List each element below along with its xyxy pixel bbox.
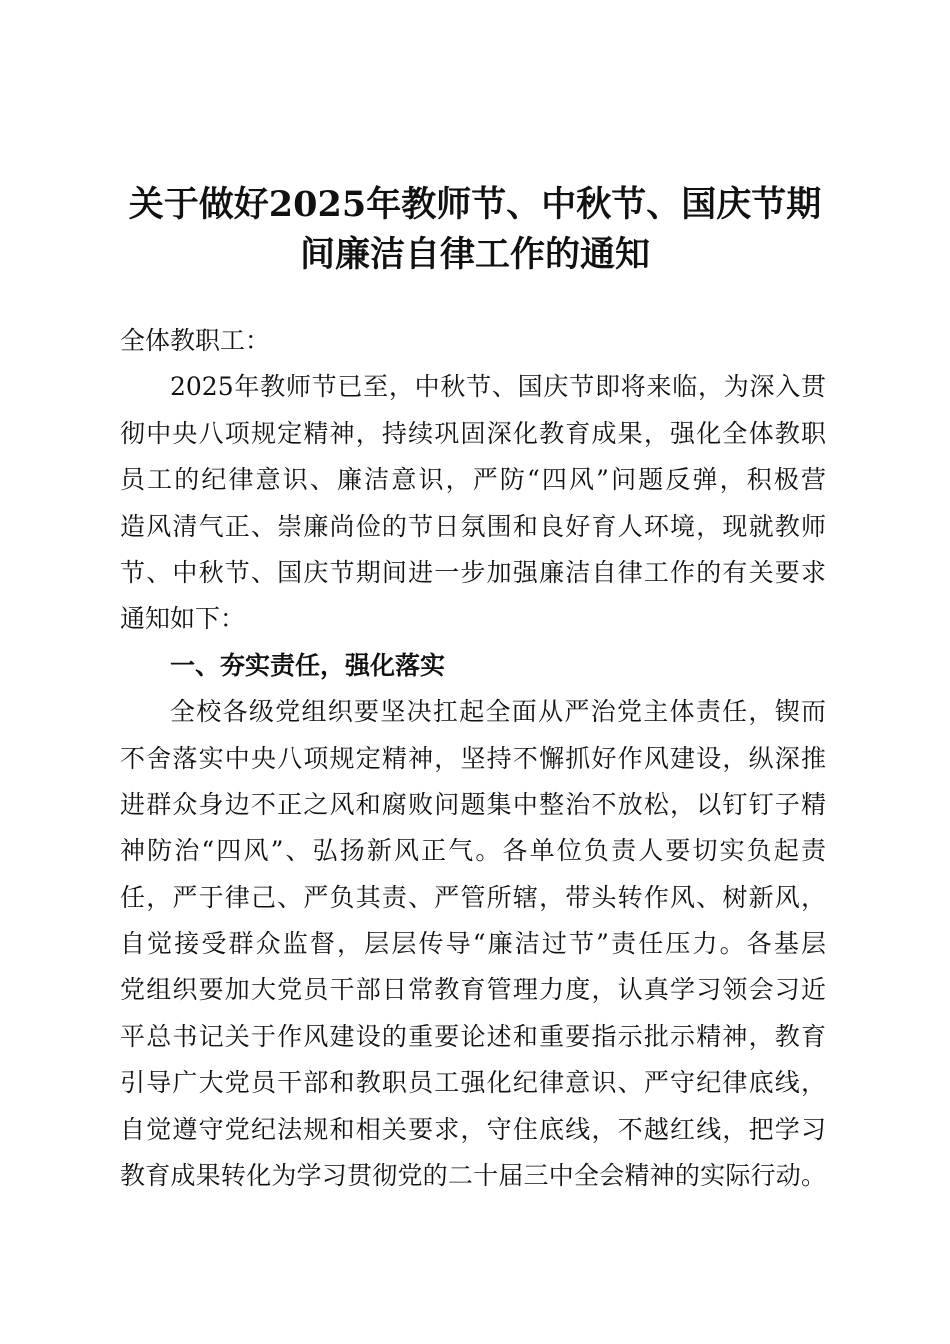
title-line-1: 关于做好2025年教师节、中秋节、国庆节期: [128, 184, 822, 225]
intro-line-1: 2025年教师节已至，中秋节、国庆节即将来临，为深入贯: [170, 372, 826, 402]
section-line-11: 教育成果转化为学习贯彻党的二十届三中全会精神的实际行动。: [120, 1161, 826, 1191]
salutation: 全体教职工：: [120, 326, 271, 355]
intro-line-2: 彻中央八项规定精神，持续巩固深化教育成果，强化全体教职: [120, 418, 826, 448]
section-line-2: 不舍落实中央八项规定精神，坚持不懈抓好作风建设，纵深推: [120, 743, 826, 773]
section-line-8: 平总书记关于作风建设的重要论述和重要指示批示精神，教育: [120, 1021, 826, 1051]
section-line-10: 自觉遵守党纪法规和相关要求，守住底线，不越红线，把学习: [120, 1114, 826, 1144]
section-heading: 一、夯实责任，强化落实: [170, 650, 446, 680]
section-line-9: 引导广大党员干部和教职员工强化纪律意识、严守纪律底线，: [120, 1068, 826, 1098]
title-line-2: 间廉洁自律工作的通知: [299, 234, 650, 275]
intro-line-6: 通知如下：: [120, 604, 246, 634]
intro-line-5: 节、中秋节、国庆节期间进一步加强廉洁自律工作的有关要求: [120, 557, 826, 587]
section-line-4: 神防治“四风”、弘扬新风正气。各单位负责人要切实负起责: [120, 836, 826, 866]
intro-line-3: 员工的纪律意识、廉洁意识，严防“四风”问题反弹，积极营: [120, 465, 826, 495]
document-body: [120, 318, 826, 1199]
document-title: [90, 180, 860, 280]
intro-line-4: 造风清气正、崇廉尚俭的节日氛围和良好育人环境，现就教师: [120, 511, 826, 541]
section-line-7: 党组织要加大党员干部日常教育管理力度，认真学习领会习近: [120, 975, 826, 1005]
section-line-1: 全校各级党组织要坚决扛起全面从严治党主体责任，锲而: [170, 697, 826, 727]
section-line-3: 进群众身边不正之风和腐败问题集中整治不放松，以钉钉子精: [120, 789, 826, 819]
section-line-6: 自觉接受群众监督，层层传导“廉洁过节”责任压力。各基层: [120, 929, 826, 959]
section-line-5: 任，严于律己、严负其责、严管所辖，带头转作风、树新风，: [120, 882, 826, 912]
